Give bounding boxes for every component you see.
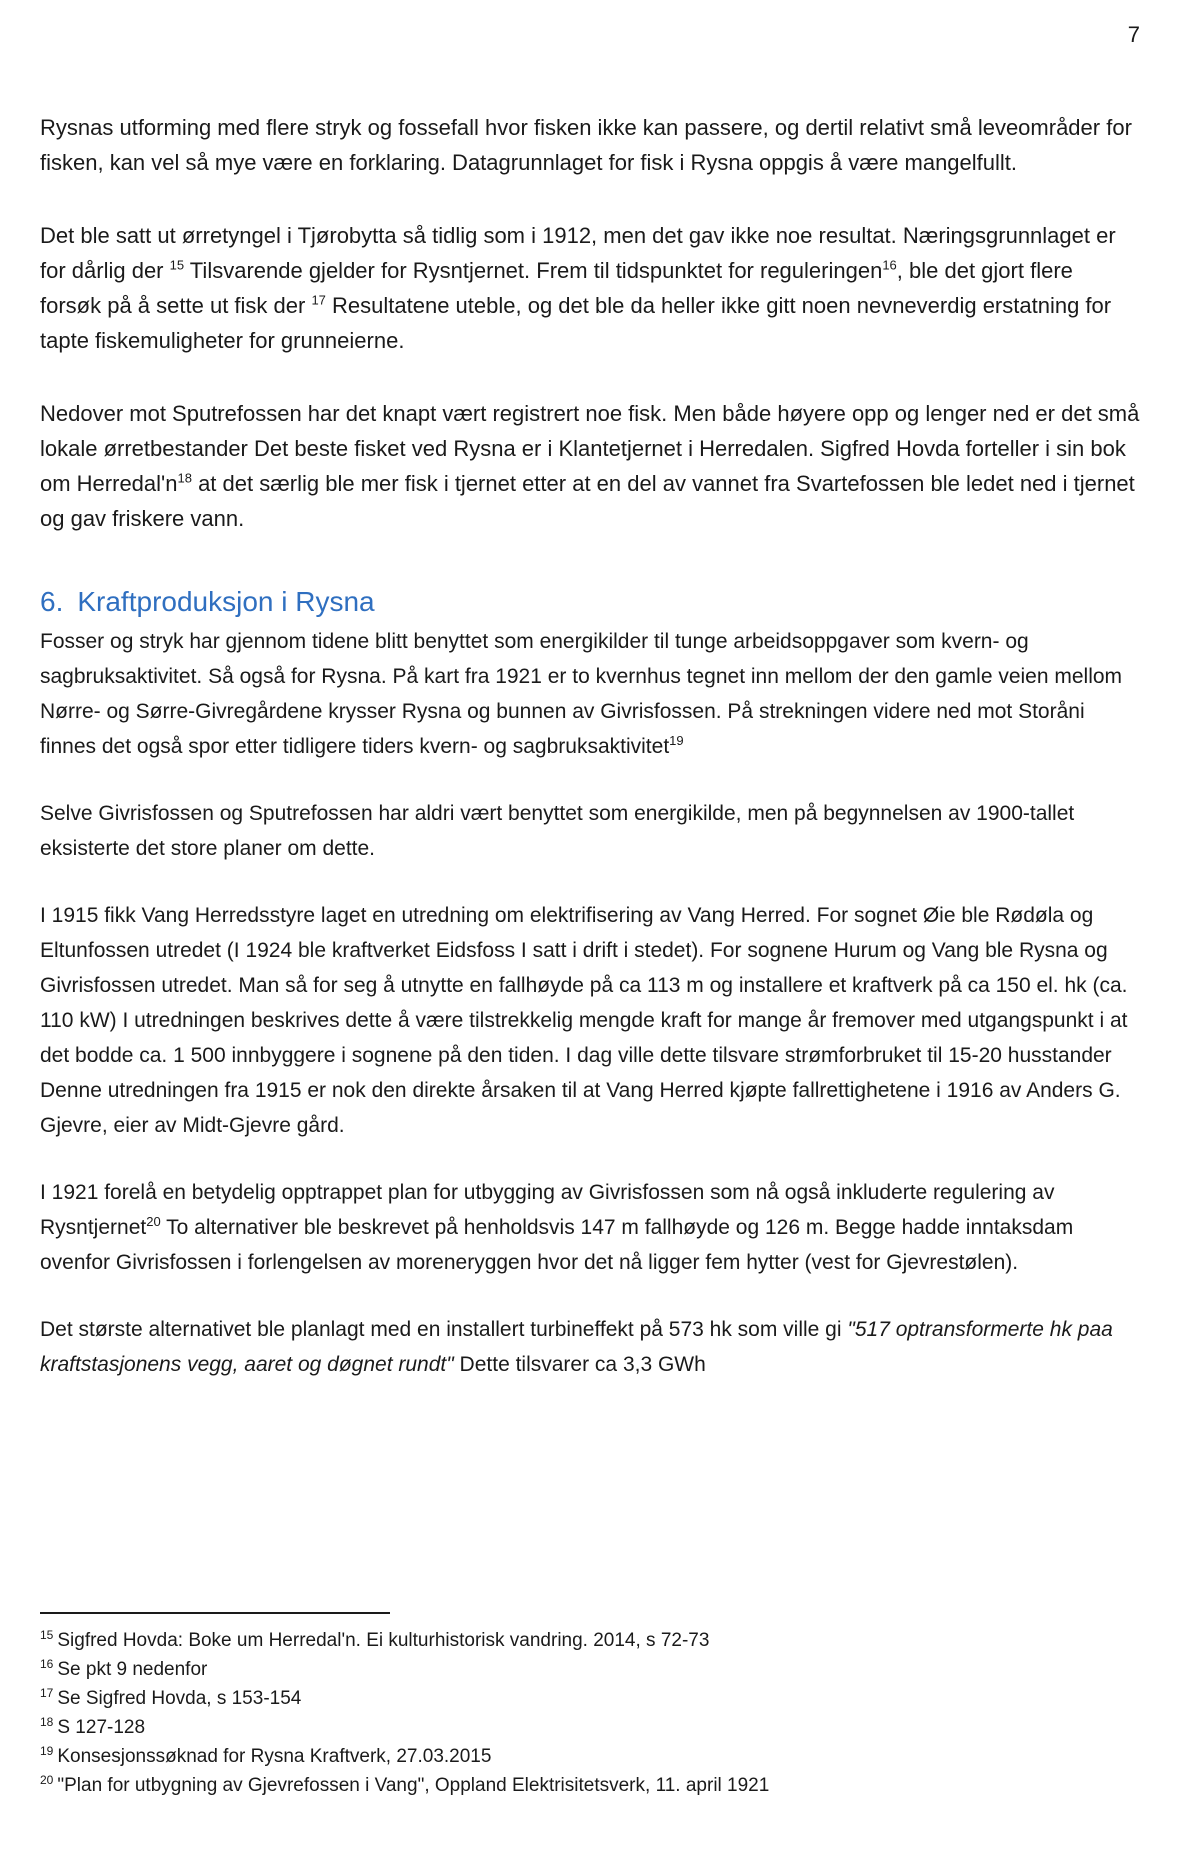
section-title: Kraftproduksjon i Rysna bbox=[77, 586, 375, 617]
paragraph-1921-plan: I 1921 forelå en betydelig opptrappet plan for utbygging av Givrisfossen som nå også inkluderte regulering av Rysntjernet$^{20}$ To alternativer ble beskrevet på henholdsvis 147 m fallhøyde og 126 m. Begge hadde inntaksdam ovenfor Givrisfossen i forlengelsen av moreneryggen hvor det nå ligger fem hytter (vest for Gjevrestølen). bbox=[40, 1181, 1074, 1274]
paragraph-1915-study: I 1915 fikk Vang Herredsstyre laget en utredning om elektrifisering av Vang Herred. For sognet Øie ble Rødøla og Eltunfossen utredet (I 1924 ble kraftverket Eidsfoss I satt i drift i stedet). For sognene Hurum og Vang ble Rysna og Givrisfossen utredet. Man så for seg å utnytte en fallhøyde på ca 113 m og installere et kraftverk på ca 150 el. hk (ca. 110 kW) I utredningen beskrives dette å være tilstrekkelig mengde kraft for mange år fremover med utgangspunkt i at det bodde ca. 1 500 innbyggere i sognene på den tiden. I dag ville dette tilsvare strømforbruket til 15-20 husstander Denne utredningen fra 1915 er nok den direkte årsaken til at Vang Herred kjøpte fallrettighetene i 1916 av Anders G. Gjevre, eier av Midt-Gjevre gård. bbox=[40, 904, 1128, 1137]
paragraph-trout-stocking: Det ble satt ut ørretyngel i Tjørobytta så tidlig som i 1912, men det gav ikke noe resultat. Næringsgrunnlaget er for dårlig der $^{15}$ Tilsvarende gjelder for Rysntjernet. Frem til tidspunktet for reguleringen$^{16}$, ble det gjort flere forsøk på å sette ut fisk der $^{17}$ Resultatene uteble, og det ble da heller ikke gitt noen nevneverdig erstatning for tapte fiskemuligheter for grunneierne. bbox=[40, 223, 1116, 353]
footnote-ref-19: 19 bbox=[669, 733, 684, 748]
footnote-item: $^{19}$ Konsesjonssøknad for Rysna Kraftverk, 27.03.2015 bbox=[40, 1743, 492, 1767]
paragraph-mills: Fosser og stryk har gjennom tidene blitt benyttet som energikilder til tunge arbeidsoppgaver som kvern- og sagbruksaktivitet. Så også for Rysna. På kart fra 1921 er to kvernhus tegnet inn mellom der den gamle veien mellom Nørre- og Sørre-Givregårdene krysser Rysna og bunnen av Givrisfossen. På strekningen videre ned mot Storåni finnes det også spor etter tidligere tiders kvern- og sagbruksaktivitet$^{19}$ bbox=[40, 630, 1123, 758]
footnote-item: $^{18}$ S 127-128 bbox=[40, 1714, 146, 1738]
quoted-text: "517 optransformerte hk paa kraftstasjonens vegg, aaret og døgnet rundt" bbox=[40, 1318, 1113, 1376]
footnote-divider bbox=[40, 1612, 390, 1614]
footnote-item: $^{15}$ Sigfred Hovda: Boke um Herredal'n. Ei kulturhistorisk vandring. 2014, s 72-73 bbox=[40, 1627, 710, 1651]
footnote-ref-17: 17 bbox=[311, 292, 326, 308]
section-number: 6. bbox=[40, 586, 64, 617]
paragraph-fish-habitat: Rysnas utforming med flere stryk og fossefall hvor fisken ikke kan passere, og dertil relativt små leveområder for fisken, kan vel så mye være en forklaring. Datagrunnlaget for fisk i Rysna oppgis å være mangelfullt. bbox=[40, 115, 1132, 175]
paragraph-turbine-capacity: Det største alternativet ble planlagt med en installert turbineffekt på 573 hk som ville gi "517 optransformerte hk paa kraftstasjonens vegg, aaret og døgnet rundt" Dette tilsvarer ca 3,3 GWh bbox=[40, 1318, 1113, 1376]
paragraph-waterfalls-unused: Selve Givrisfossen og Sputrefossen har aldri vært benyttet som energikilde, men på begynnelsen av 1900-tallet eksisterte det store planer om dette. bbox=[40, 802, 1075, 860]
footnote-item: $^{20}$ "Plan for utbygning av Gjevrefossen i Vang", Oppland Elektrisitetsverk, 11. april 1921 bbox=[40, 1772, 770, 1796]
footnote-ref-20: 20 bbox=[146, 1214, 161, 1229]
footnote-ref-18: 18 bbox=[177, 470, 192, 486]
paragraph-trout-populations: Nedover mot Sputrefossen har det knapt vært registrert noe fisk. Men både høyere opp og lenger ned er det små lokale ørretbestander Det beste fisket ved Rysna er i Klantetjernet i Herredalen. Sigfred Hovda forteller i sin bok om $Herredal'n^{18}$ at det særlig ble mer fisk i tjernet etter at en del av vannet fra Svartefossen ble ledet ned i tjernet og gav friskere vann. bbox=[40, 401, 1140, 531]
page-body bbox=[40, 110, 1140, 1382]
page-number: 7 bbox=[1127, 22, 1140, 47]
footnote-item: $^{16}$ Se pkt 9 nedenfor bbox=[40, 1656, 208, 1680]
footnote-ref-16: 16 bbox=[882, 257, 897, 273]
footnote-ref-15: 15 bbox=[169, 257, 185, 273]
footnotes bbox=[40, 1612, 1140, 1800]
footnote-item: $^{17}$ Se Sigfred Hovda, s 153-154 bbox=[40, 1685, 302, 1709]
section-heading bbox=[40, 584, 1140, 620]
